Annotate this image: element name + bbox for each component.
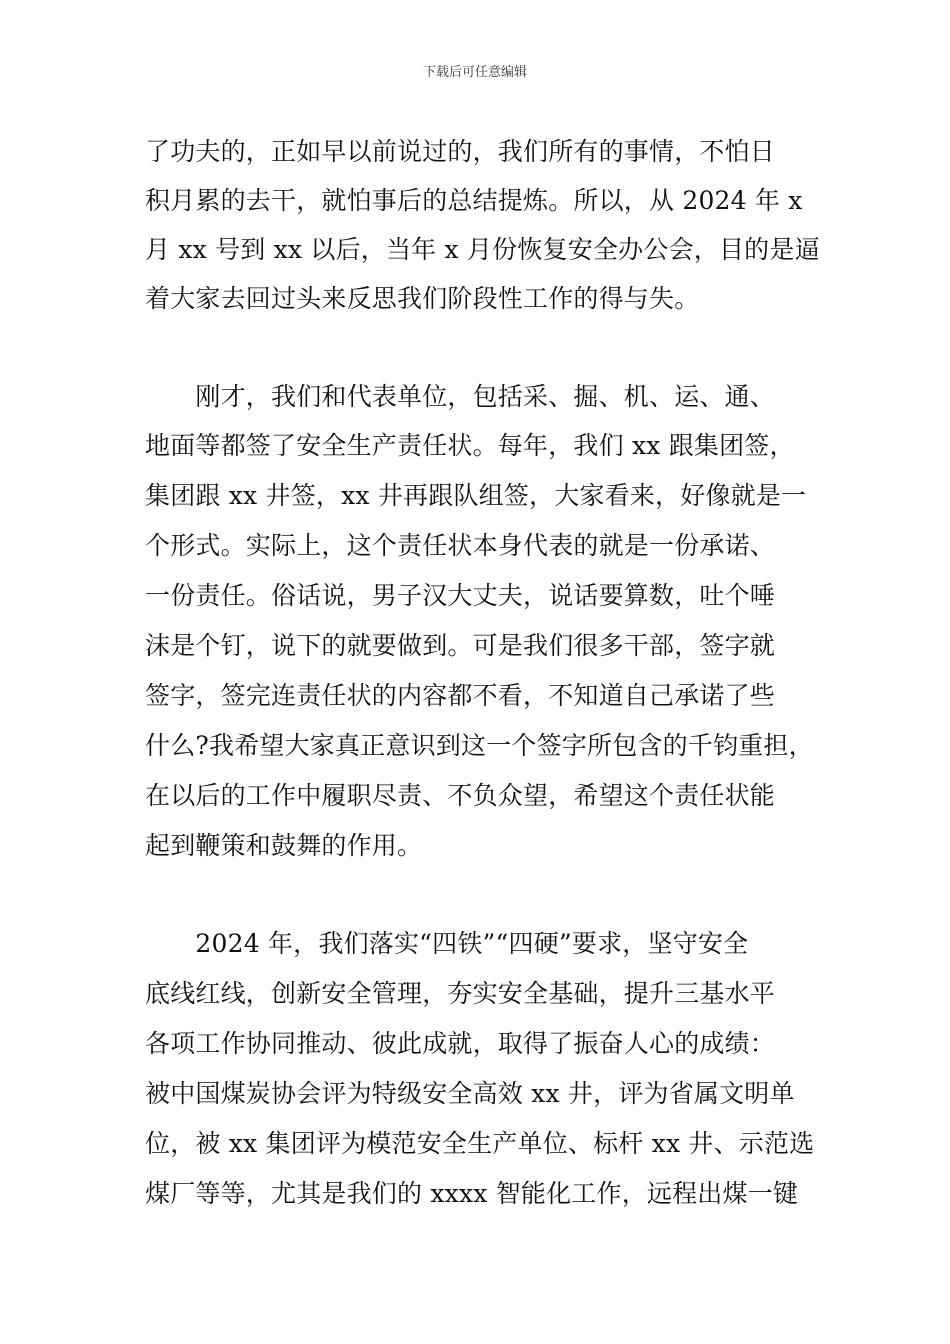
paragraph-2-line-10: 起到鞭策和鼓舞的作用。: [145, 831, 423, 860]
paragraph-1-line-1: 了功夫的，正如早以前说过的，我们所有的事情，不怕日: [145, 137, 776, 166]
paragraph-1-line-4: 着大家去回过头来反思我们阶段性工作的得与失。: [145, 284, 700, 313]
paragraph-3-line-4: 被中国煤炭协会评为特级安全高效 xx 井，评为省属文明单: [145, 1079, 795, 1108]
paragraph-3-line-5: 位，被 xx 集团评为模范安全生产单位、标杆 xx 井、示范选: [145, 1129, 815, 1158]
page-header: 下载后可任意编辑: [422, 65, 527, 80]
paragraph-2-line-6: 沫是个钉，说下的就要做到。可是我们很多干部，签字就: [145, 631, 776, 660]
paragraph-2-line-5: 一份责任。俗话说，男子汉大丈夫，说话要算数，吐个唾: [145, 581, 776, 610]
paragraph-2-line-9: 在以后的工作中履职尽责、不负众望，希望这个责任状能: [145, 781, 776, 810]
paragraph-3-line-3: 各项工作协同推动、彼此成就，取得了振奋人心的成绩：: [145, 1029, 776, 1058]
paragraph-1-line-3: 月 xx 号到 xx 以后，当年 x 月份恢复安全办公会，目的是逼: [145, 235, 820, 264]
paragraph-1-line-2: 积月累的去干，就怕事后的总结提炼。所以，从 2024 年 x: [145, 186, 803, 215]
paragraph-3-line-2: 底线红线，创新安全管理，夯实安全基础，提升三基水平: [145, 979, 776, 1008]
paragraph-2-line-2: 地面等都签了安全生产责任状。每年，我们 xx 跟集团签，: [145, 431, 795, 460]
paragraph-2-line-7: 签字，签完连责任状的内容都不看，不知道自己承诺了些: [145, 681, 776, 710]
paragraph-2-line-3: 集团跟 xx 井签，xx 井再跟队组签，大家看来，好像就是一: [145, 481, 807, 510]
paragraph-2-line-4: 个形式。实际上，这个责任状本身代表的就是一份承诺、: [145, 531, 776, 560]
paragraph-3-line-1: 2024 年，我们落实“四铁”“四硬”要求，坚守安全: [145, 929, 749, 958]
paragraph-3-line-6: 煤厂等等，尤其是我们的 xxxx 智能化工作，远程出煤一键: [145, 1179, 799, 1208]
paragraph-2-line-8: 什么?我希望大家真正意识到这一个签字所包含的千钧重担，: [145, 731, 814, 760]
paragraph-2-line-1: 刚才，我们和代表单位，包括采、掘、机、运、通、: [145, 382, 776, 411]
